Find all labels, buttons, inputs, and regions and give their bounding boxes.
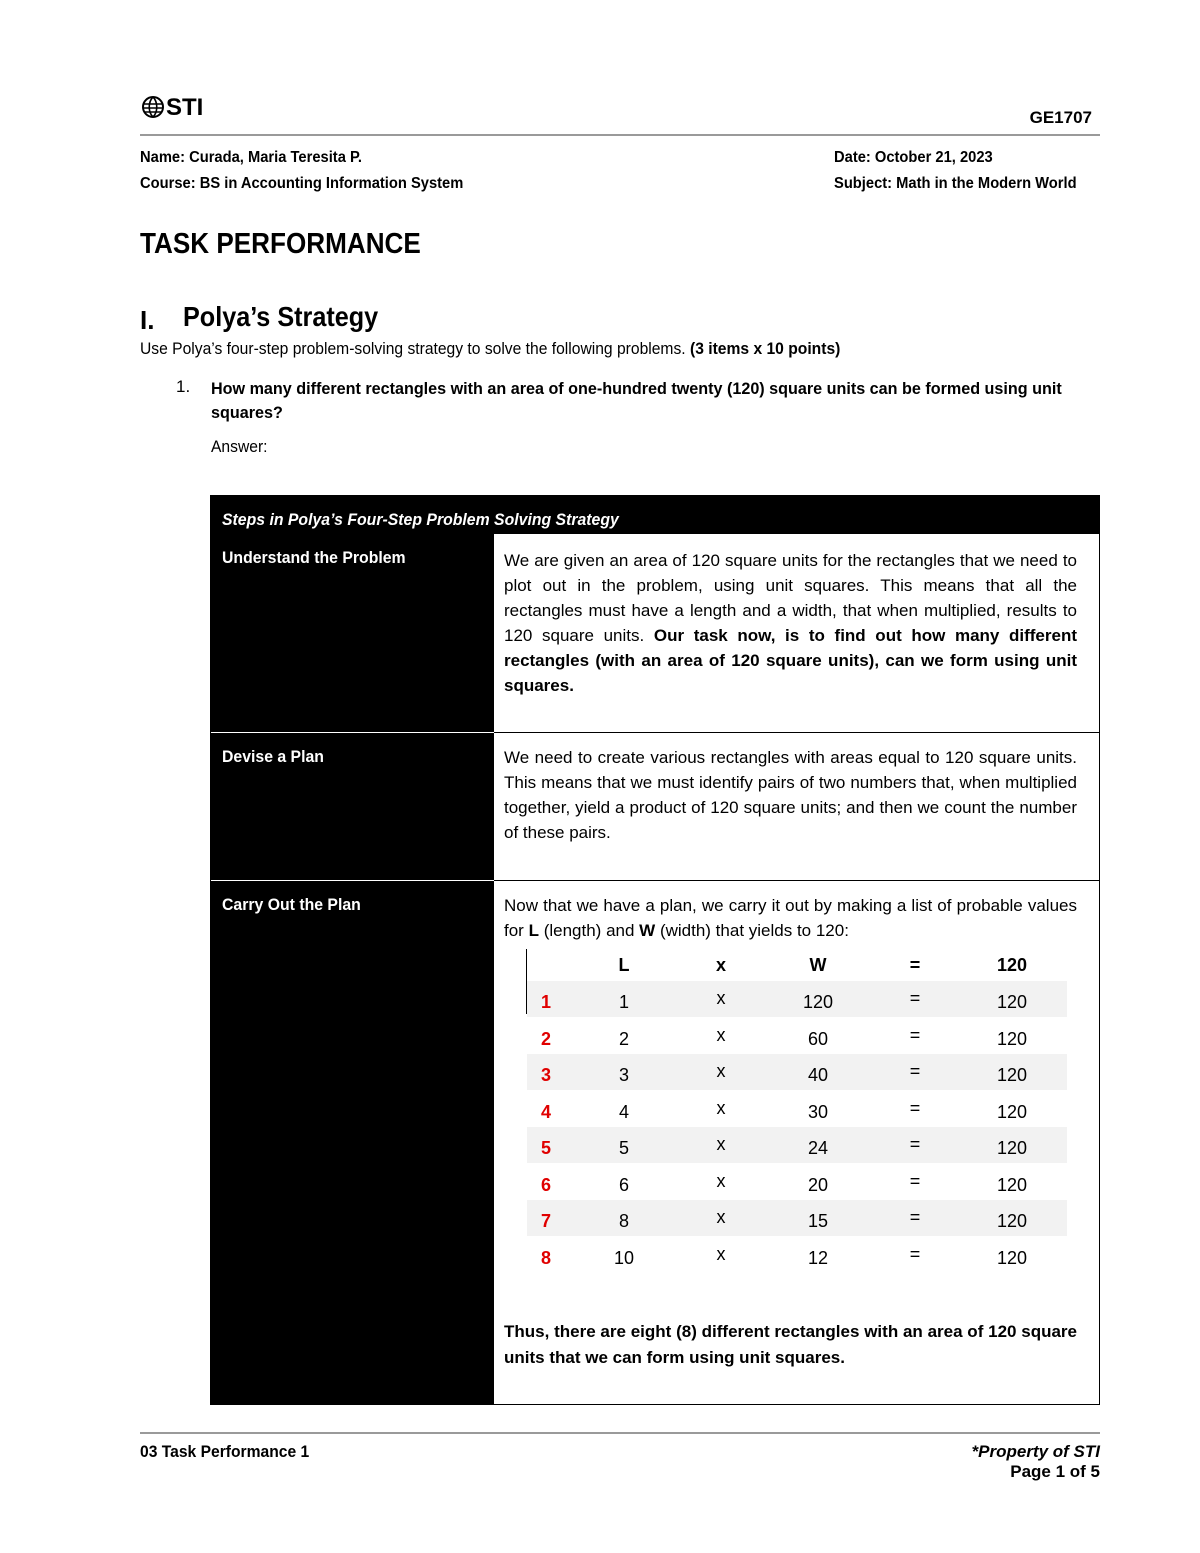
lw-cell-r: 120 [996, 1174, 1028, 1195]
lw-cell-eq: = [909, 1024, 921, 1045]
step-understand [211, 534, 494, 732]
step-devise [211, 733, 494, 880]
section-title: Polya’s Strategy [183, 301, 379, 332]
section-intro [140, 339, 840, 359]
lw-cell-eq: = [909, 1061, 921, 1081]
lw-header-cell: L [618, 955, 630, 975]
sti-logo [142, 94, 203, 122]
lw-row-index: 2 [540, 1028, 551, 1049]
understand-cell [504, 548, 1077, 698]
carry-out-cell [504, 893, 1077, 943]
section-number: I. [140, 305, 155, 335]
question-number: 1. [176, 377, 191, 396]
lw-cell-x: x [716, 1170, 726, 1191]
lw-cell-W: 120 [802, 992, 834, 1012]
lw-cell-L: 3 [618, 1065, 629, 1085]
lw-cell-r: 120 [996, 1065, 1028, 1085]
lw-cell-L: 2 [618, 1028, 629, 1049]
table-heading [211, 496, 1099, 534]
lw-cell-W: 24 [807, 1138, 829, 1158]
lw-row-index: 4 [540, 1101, 551, 1122]
footer-title: 03 Task Performance 1 [140, 1442, 310, 1461]
lw-cell-r: 120 [996, 992, 1028, 1012]
lw-row-index: 5 [540, 1138, 551, 1158]
lw-cell-L: 1 [618, 992, 629, 1012]
lw-header-cell: W [809, 955, 827, 975]
lw-cell-eq: = [909, 1207, 921, 1227]
sti-globe-icon [142, 96, 164, 118]
intro-text: Use Polya’s four-step problem-solving strategy to solve the following problems. [140, 339, 686, 358]
question-text: How many different rectangles with an area of one-hundred twenty (120) square units can be formed using unit squares? [211, 379, 1062, 422]
header-divider [140, 134, 1100, 136]
lw-cell-W: 60 [807, 1028, 829, 1049]
carry-text-b: (length) and [543, 921, 635, 940]
intro-points: (3 items x 10 points) [689, 339, 841, 358]
lw-cell-eq: = [909, 988, 921, 1008]
lw-cell-r: 120 [996, 1028, 1028, 1049]
lw-cell-L: 4 [618, 1101, 629, 1122]
conclusion: Thus, there are eight (8) different rectangles with an area of 120 square units that we can form using unit squares. [504, 1322, 1077, 1367]
lw-row-index: 1 [540, 992, 551, 1012]
understand-text: We are given an area of 120 square units for the rectangles that we need to plot out in the problem, using unit squares. This means that all the rectangles must have a length and a width, that when multiplied, results to 120 square units. [504, 551, 1077, 645]
step-carry-out [211, 881, 494, 1404]
lw-cell-W: 15 [807, 1211, 829, 1231]
lw-cell-L: 5 [618, 1138, 629, 1158]
lw-cell-eq: = [909, 1170, 921, 1191]
lw-row-index: 7 [540, 1211, 551, 1231]
logo-text: STI [166, 94, 204, 121]
lw-cell-L: 8 [618, 1211, 629, 1231]
footer-property: *Property of STI [971, 1442, 1100, 1461]
footer-page: Page 1 of 5 [1010, 1462, 1100, 1481]
lw-cell-W: 20 [807, 1174, 829, 1195]
lw-cell-x: x [716, 1061, 726, 1081]
lw-cell-r: 120 [996, 1138, 1028, 1158]
lw-cell-x: x [716, 1024, 726, 1045]
carry-text-a: Now that we have a plan, we carry it out by making a list of probable values for [504, 896, 1077, 940]
step-label: Devise a Plan [222, 747, 324, 766]
lw-cell-eq: = [909, 1134, 921, 1154]
lw-cell-L: 6 [618, 1174, 629, 1195]
row-divider [494, 732, 1099, 733]
lw-cell-L: 10 [613, 1247, 635, 1268]
step-label: Understand the Problem [222, 548, 406, 567]
lw-cell-x: x [716, 1134, 726, 1154]
polya-table [210, 495, 1100, 1405]
course-code: GE1707 [1029, 108, 1092, 127]
row-divider [494, 880, 1099, 881]
lw-cell-x: x [716, 1243, 726, 1264]
lw-cell-x: x [716, 988, 726, 1008]
lw-cell-eq: = [909, 1097, 921, 1118]
understand-bold: Our task now, is to find out how many different rectangles (with an area of 120 square units), can we form using unit squares. [504, 626, 1078, 695]
lw-row-index: 8 [540, 1247, 551, 1268]
lw-row-index: 6 [540, 1174, 551, 1195]
lw-header-cell: = [909, 955, 921, 975]
lw-cell-W: 12 [807, 1247, 829, 1268]
lw-cell-W: 40 [807, 1065, 829, 1085]
subject: Subject: Math in the Modern World [834, 175, 1077, 192]
lw-cell-x: x [716, 1207, 726, 1227]
lw-cell-r: 120 [996, 1247, 1028, 1268]
page-title: TASK PERFORMANCE [140, 228, 421, 260]
lw-cell-r: 120 [996, 1101, 1028, 1122]
date: Date: October 21, 2023 [834, 149, 993, 166]
lw-cell-x: x [716, 1097, 726, 1118]
student-name: Name: Curada, Maria Teresita P. [140, 149, 362, 166]
carry-W: W [639, 921, 656, 940]
footer-divider [140, 1432, 1100, 1434]
step-label: Carry Out the Plan [222, 895, 361, 914]
table-heading-text: Steps in Polya’s Four-Step Problem Solving Strategy [222, 510, 619, 529]
devise-cell: We need to create various rectangles with areas equal to 120 square units. This means that we must identify pairs of two numbers that, when multiplied together, yield a product of 120 square units; and then we count the number of these pairs. [504, 748, 1077, 842]
carry-text-c: (width) that yields to 120: [659, 921, 849, 940]
lw-row-index: 3 [540, 1065, 551, 1085]
lw-header-cell: x [715, 955, 726, 975]
carry-L: L [528, 921, 539, 940]
lw-cell-W: 30 [807, 1101, 829, 1122]
lw-header-cell: 120 [996, 955, 1028, 975]
lw-cell-r: 120 [996, 1211, 1028, 1231]
lw-cell-eq: = [909, 1243, 921, 1264]
course: Course: BS in Accounting Information System [140, 175, 464, 192]
answer-label: Answer: [211, 437, 268, 456]
